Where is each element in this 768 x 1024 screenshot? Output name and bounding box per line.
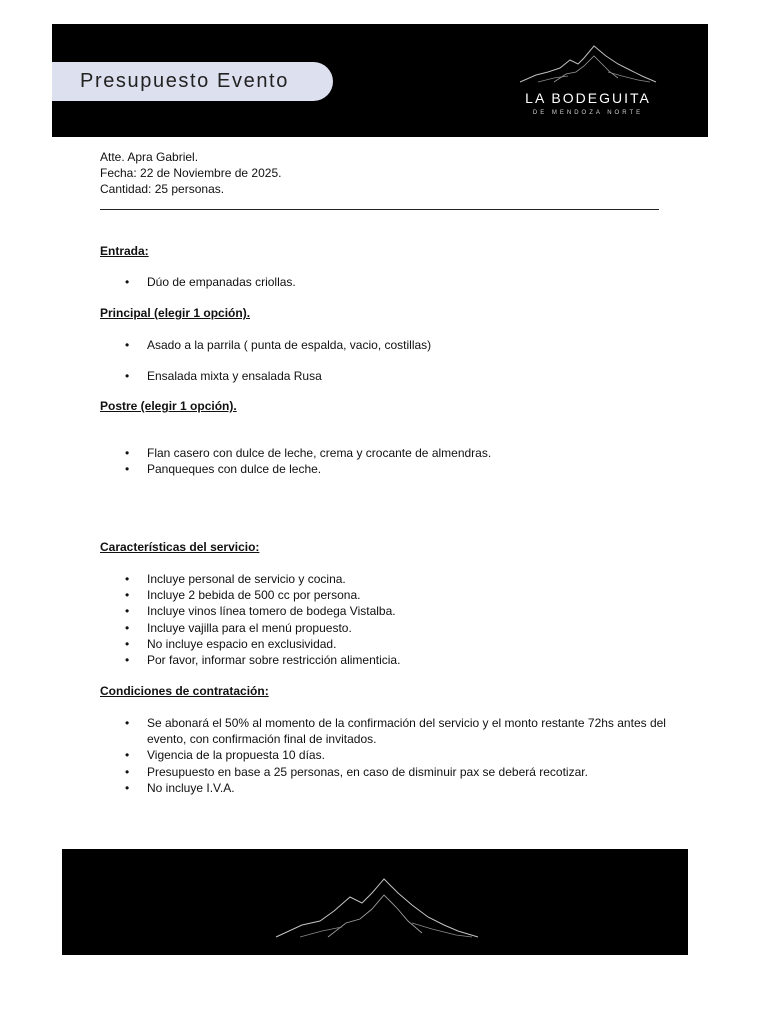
title-pill xyxy=(52,62,333,101)
bullet-glyph: • xyxy=(125,637,130,651)
brand-name: LA BODEGUITA xyxy=(525,90,651,106)
bullet-glyph: • xyxy=(125,572,130,586)
list-item: No incluye I.V.A. xyxy=(147,781,235,795)
attention-line: Atte. Apra Gabriel. xyxy=(100,150,199,164)
list-item: Asado a la parrila ( punta de espalda, vacio, costillas) xyxy=(147,338,432,352)
list-item: Incluye vajilla para el menú propuesto. xyxy=(147,621,352,635)
brand-logo xyxy=(518,42,658,126)
section-heading-postre: Postre (elegir 1 opción). xyxy=(100,399,237,413)
footer-band xyxy=(62,849,688,955)
bullet-glyph: • xyxy=(125,462,130,476)
divider xyxy=(100,209,659,210)
section-heading-servicio: Características del servicio: xyxy=(100,540,260,554)
list-item: Incluye personal de servicio y cocina. xyxy=(147,572,346,586)
bullet-glyph: • xyxy=(125,338,130,352)
brand-subtitle: DE MENDOZA NORTE xyxy=(532,110,644,116)
bullet-glyph: • xyxy=(125,748,130,762)
bullet-glyph: • xyxy=(125,604,130,618)
bullet-glyph: • xyxy=(125,369,130,383)
list-item: Por favor, informar sobre restricción alimenticia. xyxy=(147,653,401,667)
header-band xyxy=(52,24,708,137)
bullet-glyph: • xyxy=(125,446,130,460)
bullet-glyph: • xyxy=(125,716,130,730)
list-item: No incluye espacio en exclusividad. xyxy=(147,637,337,651)
mountain-icon xyxy=(518,42,658,90)
page-title: Presupuesto Evento xyxy=(80,70,289,92)
bullet-glyph: • xyxy=(125,588,130,602)
bullet-glyph: • xyxy=(125,765,130,779)
section-heading-condiciones: Condiciones de contratación: xyxy=(100,684,269,698)
list-item: Incluye 2 bebida de 500 cc por persona. xyxy=(147,588,361,602)
quantity-line: Cantidad: 25 personas. xyxy=(100,182,225,196)
list-item: Panqueques con dulce de leche. xyxy=(147,462,322,476)
list-item: Presupuesto en base a 25 personas, en caso de disminuir pax se deberá recotizar. xyxy=(147,765,588,779)
list-item: Vigencia de la propuesta 10 días. xyxy=(147,748,325,762)
meta-info xyxy=(100,149,281,197)
section-heading-entrada: Entrada: xyxy=(100,244,149,258)
mountain-icon xyxy=(272,863,482,943)
bullet-glyph: • xyxy=(125,781,130,795)
list-item: Se abonará el 50% al momento de la confirmación del servicio y el monto restante 72hs antes del evento, con confirmación final de invitados. xyxy=(147,716,666,746)
list-item: Incluye vinos línea tomero de bodega Vistalba. xyxy=(147,604,396,618)
section-heading-principal: Principal (elegir 1 opción). xyxy=(100,306,251,320)
bullet-glyph: • xyxy=(125,275,130,289)
list-item: Ensalada mixta y ensalada Rusa xyxy=(147,369,322,383)
bullet-glyph: • xyxy=(125,621,130,635)
date-line: Fecha: 22 de Noviembre de 2025. xyxy=(100,166,282,180)
bullet-glyph: • xyxy=(125,653,130,667)
list-item: Dúo de empanadas criollas. xyxy=(147,275,296,289)
list-item: Flan casero con dulce de leche, crema y crocante de almendras. xyxy=(147,446,492,460)
